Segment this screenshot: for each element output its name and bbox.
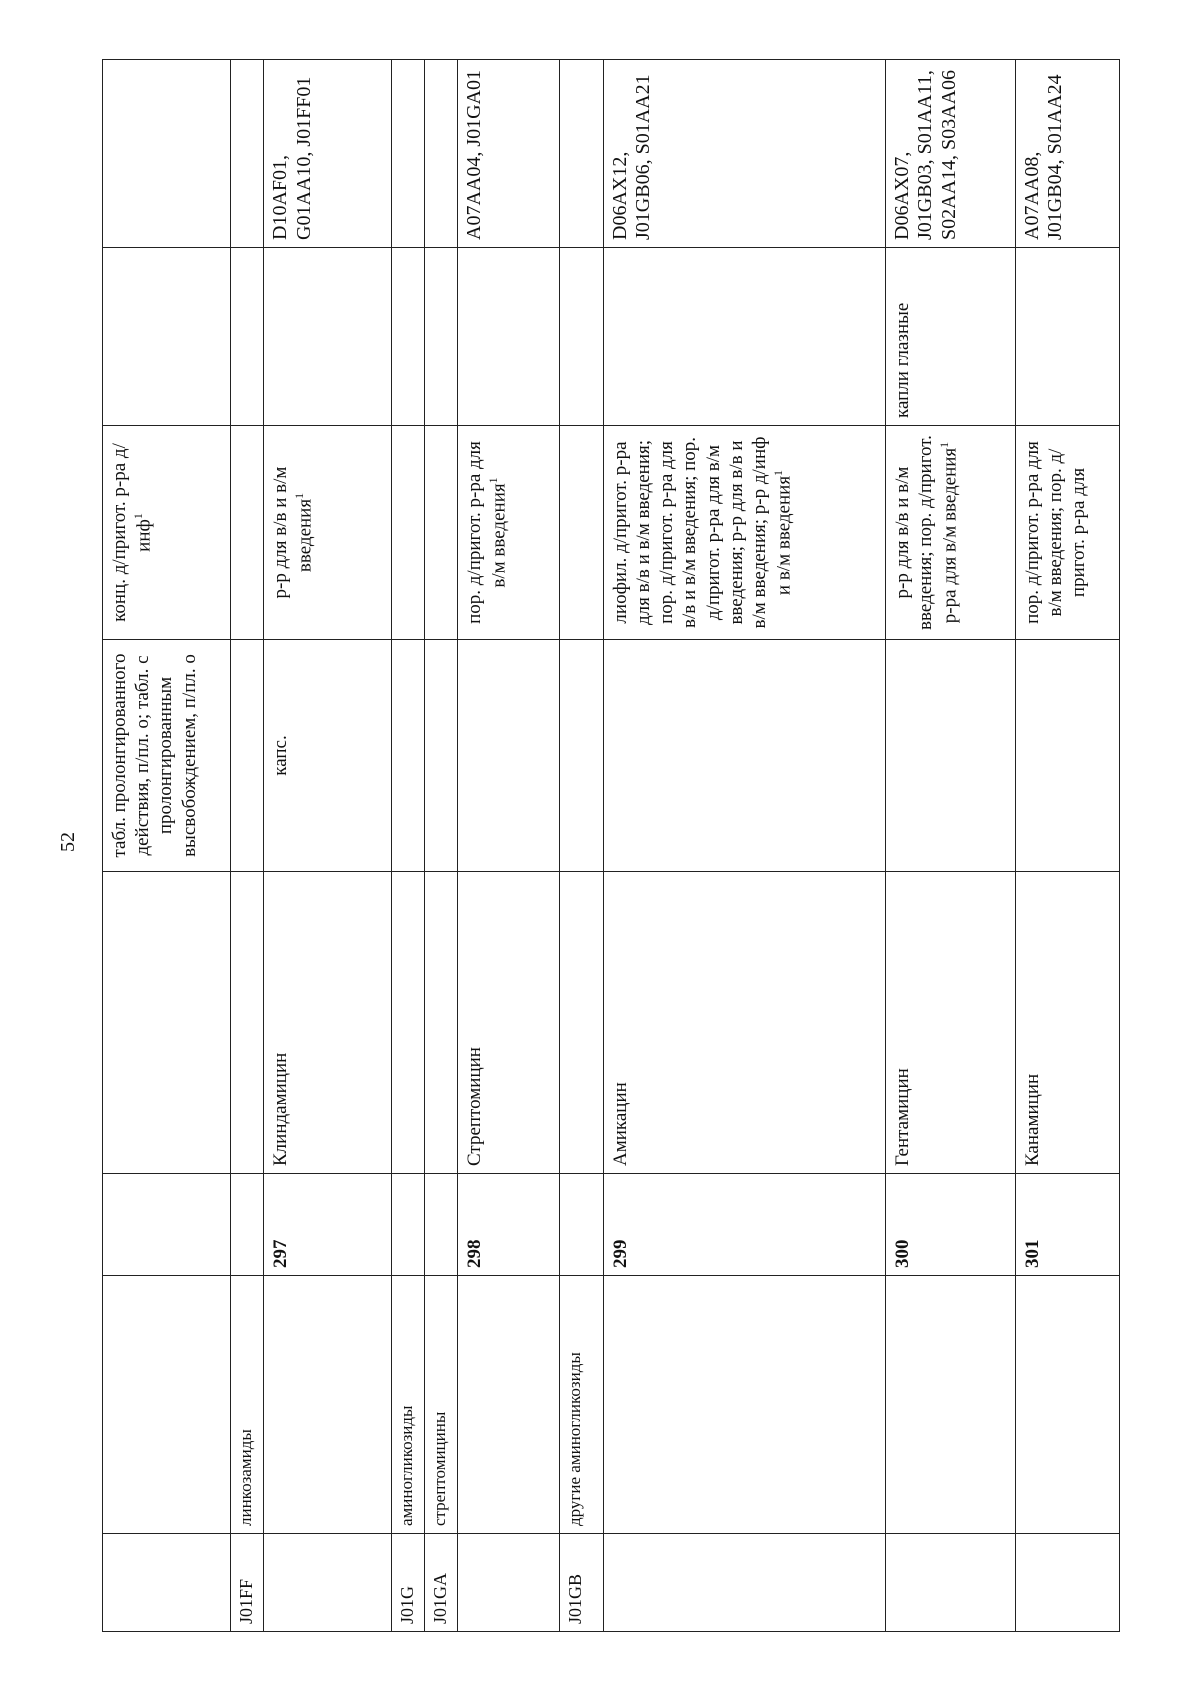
row-number: 297 — [263, 1174, 391, 1276]
dosage-form: р-р для в/в и в/м введения; пор. д/пригот. р-ра для в/м введения$^1$ — [885, 426, 1015, 640]
drug-table — [102, 59, 1120, 1632]
row-number: 298 — [457, 1174, 559, 1276]
atc-group-code: J01G — [391, 1534, 424, 1632]
atc-group-code: J01GB — [559, 1534, 603, 1632]
table-row — [231, 60, 264, 1632]
row-number: 300 — [885, 1174, 1015, 1276]
dosage-form: капс. — [263, 640, 391, 872]
dosage-form: пор. д/пригот. р-ра для в/м введения; пор. д/пригот. р-ра для — [1015, 426, 1119, 640]
rotated-table-wrapper — [102, 60, 1094, 1632]
table-row — [559, 60, 603, 1632]
atc-codes: D06AX12, J01GB06, S01AA21 — [603, 60, 885, 248]
group-name — [103, 1276, 231, 1534]
group-name: линкозамиды — [231, 1276, 264, 1534]
page-number: 52 — [57, 832, 79, 852]
drug-name: Стрептомицин — [457, 872, 559, 1174]
row-number — [103, 1174, 231, 1276]
table-row — [103, 60, 231, 1632]
atc-group-code — [103, 1534, 231, 1632]
drug-name: Амикацин — [603, 872, 885, 1174]
drug-name: Клиндамицин — [263, 872, 391, 1174]
group-name: стрептомицины — [424, 1276, 457, 1534]
drug-name — [103, 872, 231, 1174]
dosage-form: р-р для в/в и в/м введения$^1$ — [263, 426, 391, 640]
drug-name: Канамицин — [1015, 872, 1119, 1174]
atc-codes: A07AA08, J01GB04, S01AA24 — [1015, 60, 1119, 248]
dosage-form: табл. пролонгированного действия, п/пл. о; табл. с пролонгированным высвобождением, п/пл. о — [103, 640, 231, 872]
atc-group-code: J01FF — [231, 1534, 264, 1632]
table-row — [424, 60, 457, 1632]
dosage-form: капли глазные — [885, 248, 1015, 426]
atc-group-code: J01GA — [424, 1534, 457, 1632]
atc-codes — [103, 60, 231, 248]
table-row — [1015, 60, 1119, 1632]
atc-codes: D06AX07, J01GB03, S01AA11, S02AA14, S03AA06 — [885, 60, 1015, 248]
row-number: 299 — [603, 1174, 885, 1276]
group-name: аминогликозиды — [391, 1276, 424, 1534]
table-row — [263, 60, 391, 1632]
drug-name: Гентамицин — [885, 872, 1015, 1174]
atc-codes: D10AF01, G01AA10, J01FF01 — [263, 60, 391, 248]
dosage-form: пор. д/пригот. р-ра для в/м введения$^1$ — [457, 426, 559, 640]
dosage-form: конц. д/пригот. р-ра д/инф$^1$ — [103, 426, 231, 640]
table-row — [603, 60, 885, 1632]
group-name: другие аминогликозиды — [559, 1276, 603, 1534]
table-row — [885, 60, 1015, 1632]
row-number: 301 — [1015, 1174, 1119, 1276]
table-row — [457, 60, 559, 1632]
atc-codes: A07AA04, J01GA01 — [457, 60, 559, 248]
dosage-form — [103, 248, 231, 426]
dosage-form: лиофил. д/пригот. р-ра для в/в и в/м введения; пор. д/пригот. р-ра для в/в и в/м введения; пор. д/пригот. р-ра для в/м введения; р-р для в/в и в/м введения; р-р д/инф и в/м введения$^1$ — [603, 426, 885, 640]
table-row — [391, 60, 424, 1632]
